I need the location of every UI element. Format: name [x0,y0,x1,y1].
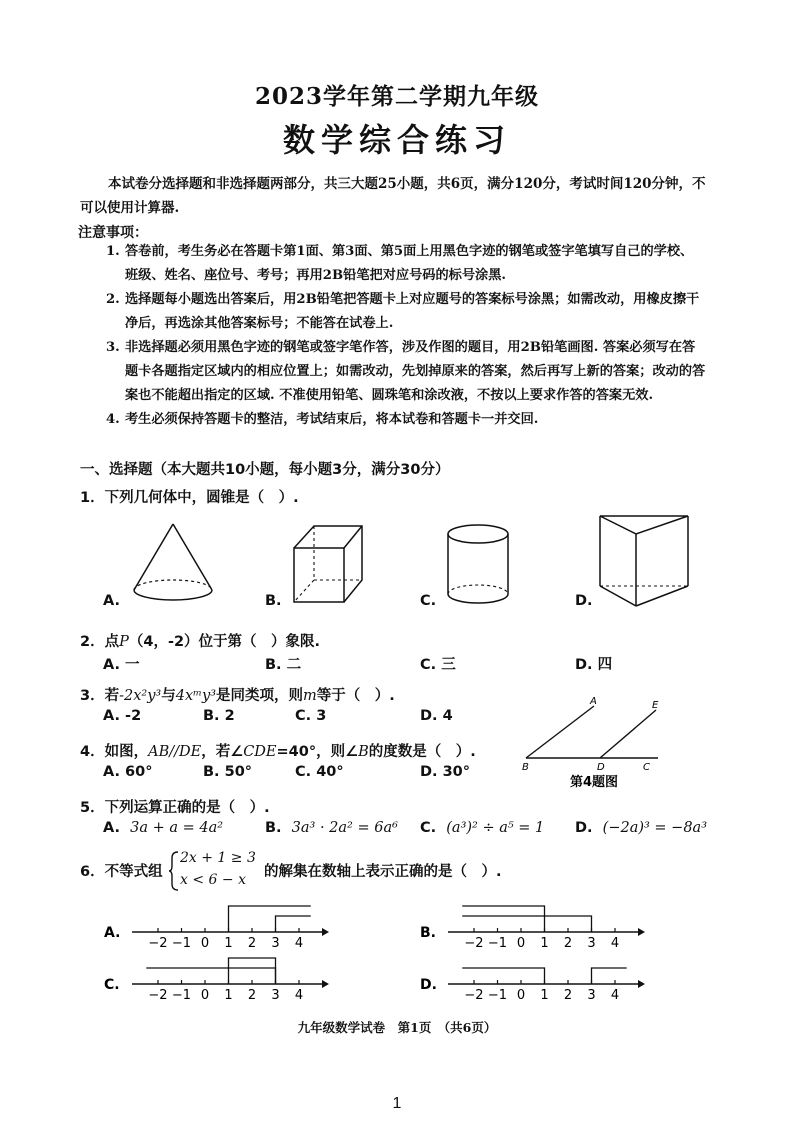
number-line-tick-label: 2 [563,988,573,1003]
page-number: 1 [392,1095,402,1112]
number-line-tick-label: −1 [487,936,508,951]
number-line-tick-label: 1 [224,936,233,951]
number-line-tick-label: 3 [271,936,280,951]
question-6-stem-pre: 6．不等式组 [80,864,163,880]
question-2-stem: 2．点P（4，-2）位于第（ ）象限. [80,634,321,650]
note-item: 4. 考生必须保持答题卡的整洁，考试结束后，将本试卷和答题卡一并交回. [106,412,539,427]
cone-icon [128,520,218,614]
q5-option-b[interactable]: B. 3a³ · 2a² = 6a⁶ [265,820,398,836]
q3-option-a[interactable]: A. -2 [103,708,142,724]
q3-option-d[interactable]: D. 4 [420,708,453,724]
number-line-arrow-icon [638,980,645,988]
number-line-tick-label: 3 [587,936,596,951]
number-line-option-label: C. [104,977,120,993]
notes-heading: 注意事项： [78,225,148,241]
number-line-tick-label: 2 [247,936,257,951]
number-line-tick-label: −2 [148,936,168,951]
number-line-tick-label: 2 [247,988,257,1003]
number-line-option-label: D. [420,977,437,993]
question-5-stem: 5．下列运算正确的是（ ）. [80,800,270,816]
number-line-tick-label: −1 [171,936,192,951]
q5-option-c[interactable]: C. (a³)² ÷ a⁵ = 1 [420,820,545,836]
figure-label-a: A [590,696,597,707]
solution-set-mark [276,916,311,932]
question-6-stem-post: 的解集在数轴上表示正确的是（ ）. [264,864,502,880]
q1-option-a-label[interactable]: A. [103,593,120,609]
solution-set-mark [462,916,591,932]
number-line-tick-label: 3 [587,988,596,1003]
figure-label-e: E [652,700,659,711]
note-item: 2. 选择题每小题选出答案后，用2B铅笔把答题卡上对应题号的答案标号涂黑；如需改动，用橡皮擦干净后，再选涂其他答案标号；不能答在试卷上. [106,292,700,331]
number-line-option-label: A. [104,925,121,941]
q2-option-d[interactable]: D. 四 [575,657,613,673]
number-line-option-b[interactable] [416,898,646,958]
q4-option-b[interactable]: B. 50° [203,764,253,780]
number-line-tick-label: 4 [294,936,304,951]
exam-term-title: 2023学年第二学期九年级 [254,83,539,110]
exam-intro: 本试卷分选择题和非选择题两部分，共三大题25小题，共6页，满分120分，考试时间120分钟，不可以使用计算器. [80,176,706,216]
question-4-stem: 4．如图，AB//DE，若∠CDE=40°，则∠B的度数是（ ）. [80,744,476,760]
q4-option-a[interactable]: A. 60° [103,764,153,780]
page-footer: 九年级数学试卷 第1页 （共6页） [297,1020,497,1035]
number-line-tick-label: −2 [464,988,484,1003]
cylinder-icon [443,522,513,616]
question-3-stem: 3．若-2x²y³与4xᵐy³是同类项，则m等于（ ）. [80,688,395,704]
number-line-option-d[interactable] [416,950,646,1010]
solution-set-mark [146,968,275,984]
number-line-tick-label: 4 [294,988,304,1003]
section-heading: 一、选择题（本大题共10小题，每小题3分，满分30分） [80,462,450,478]
triangular-prism-icon [596,512,692,616]
number-line-arrow-icon [638,928,645,936]
q4-figure [518,694,668,798]
q1-option-c-label[interactable]: C. [420,593,437,609]
note-item: 1. 答卷前，考生务必在答题卡第1面、第3面、第5面上用黑色字迹的钢笔或签字笔填写自己的学校、班级、姓名、座位号、考号；再用2B铅笔把对应号码的标号涂黑. [106,244,694,283]
number-line-tick-label: −2 [464,936,484,951]
figure-caption: 第4题图 [570,775,619,790]
figure-label-b: B [522,762,529,773]
solution-set-mark [592,968,627,984]
q3-option-b[interactable]: B. 2 [203,708,235,724]
q4-option-c[interactable]: C. 40° [295,764,344,780]
inequality-2: x < 6 − x [180,872,246,888]
number-line-tick-label: 4 [610,936,620,951]
number-line-tick-label: 0 [516,936,526,951]
q1-option-b-label[interactable]: B. [265,593,282,609]
number-line-tick-label: 0 [200,988,210,1003]
inequality-system-brace [168,850,180,896]
figure-label-c: C [643,762,650,773]
question-1-stem: 1．下列几何体中，圆锥是（ ）. [80,490,299,506]
notes-list [106,240,706,432]
number-line-option-a[interactable] [100,898,330,958]
number-line-arrow-icon [322,980,329,988]
number-line-tick-label: −1 [171,988,192,1003]
note-text: 选择题每小题选出答案后，用2B铅笔把答题卡上对应题号的答案标号涂黑；如需改动，用橡皮擦干净后，再选涂其他答案标号；不能答在试卷上. [125,292,700,331]
q2-option-a[interactable]: A. 一 [103,657,140,673]
number-line-tick-label: 4 [610,988,620,1003]
number-line-arrow-icon [322,928,329,936]
q5-option-a[interactable]: A. 3a + a = 4a² [103,820,224,836]
number-line-tick-label: 1 [540,936,549,951]
number-line-tick-label: 2 [563,936,573,951]
number-line-tick-label: 0 [200,936,210,951]
q2-option-c[interactable]: C. 三 [420,657,456,673]
number-line-tick-label: 1 [540,988,549,1003]
number-line-tick-label: −1 [487,988,508,1003]
exam-subject-title: 数学综合练习 [282,121,511,159]
cube-icon [288,520,368,614]
q4-option-d[interactable]: D. 30° [420,764,471,780]
note-text: 答卷前，考生务必在答题卡第1面、第3面、第5面上用黑色字迹的钢笔或签字笔填写自己的学校、班级、姓名、座位号、考号；再用2B铅笔把对应号码的标号涂黑. [125,244,694,283]
note-text: 考生必须保持答题卡的整洁，考试结束后，将本试卷和答题卡一并交回. [125,412,539,427]
number-line-tick-label: 0 [516,988,526,1003]
q2-option-b[interactable]: B. 二 [265,657,302,673]
q1-option-d-label[interactable]: D. [575,593,593,609]
number-line-tick-label: −2 [148,988,168,1003]
figure-label-d: D [597,762,605,773]
number-line-option-c[interactable] [100,950,330,1010]
q5-option-d[interactable]: D. (−2a)³ = −8a³ [575,820,708,836]
note-item: 3. 非选择题必须用黑色字迹的钢笔或签字笔作答，涉及作图的题目，用2B铅笔画图. 答案必须写在答题卡各题指定区域内的相应位置上；如需改动，先划掉原来的答案，然后再写上新的答案；改动的答案也不能超出指定的区域. 不准使用铅笔、圆珠笔和涂改液，不按以上要求作答的答案无效. [106,340,706,403]
note-text: 非选择题必须用黑色字迹的钢笔或签字笔作答，涉及作图的题目，用2B铅笔画图. 答案必须写在答题卡各题指定区域内的相应位置上；如需改动，先划掉原来的答案，然后再写上新的答案；改动的答案也不能超出指定的区域. 不准使用铅笔、圆珠笔和涂改液，不按以上要求作答的答案无效. [125,340,706,403]
q3-option-c[interactable]: C. 3 [295,708,327,724]
number-line-option-label: B. [420,925,436,941]
inequality-1: 2x + 1 ≥ 3 [180,850,256,866]
number-line-tick-label: 1 [224,988,233,1003]
number-line-tick-label: 3 [271,988,280,1003]
